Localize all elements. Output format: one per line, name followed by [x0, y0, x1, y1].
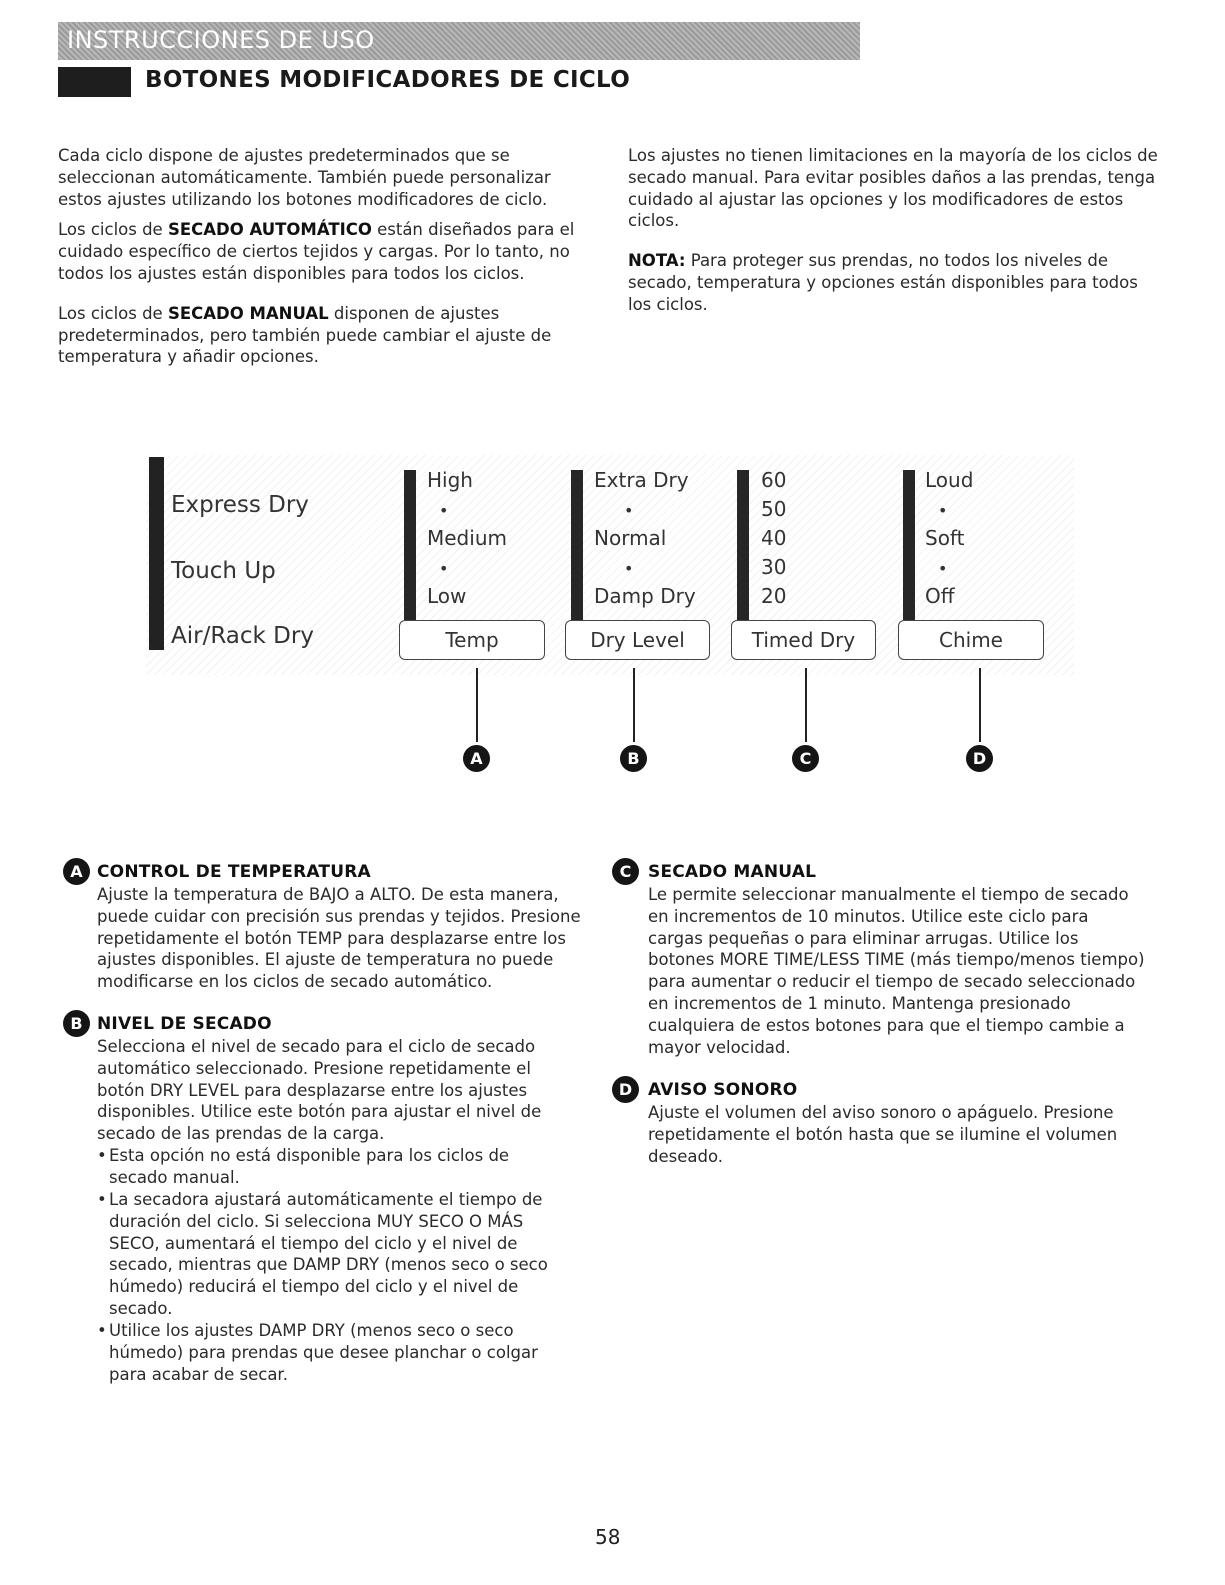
temp-indicator-bar — [404, 470, 416, 620]
section-b-title: NIVEL DE SECADO — [97, 1014, 272, 1034]
dry-level-option-normal: Normal — [594, 526, 667, 550]
section-a-text: Ajuste la temperatura de BAJO a ALTO. De esta manera, puede cuidar con precisión sus prendas y tejidos. Presione repetidamente el botón TEMP para desplazarse entre los ajustes disponibles. El ajuste de temperatura no puede modificarse en los ciclos de secado automático. — [97, 885, 581, 992]
timed-dry-option-40: 40 — [761, 526, 787, 550]
callout-marker-d: D — [966, 745, 993, 772]
chime-option-off: Off — [925, 584, 955, 608]
section-b-text: Selecciona el nivel de secado para el ciclo de secado automático seleccionado. Presione repetidamente el botón DRY LEVEL para desplazarse entre los ajustes disponibles. Utilice este botón para ajustar el nivel de secado de las prendas de la carga. — [97, 1037, 542, 1144]
chime-option-soft: Soft — [925, 526, 965, 550]
temp-option-low: Low — [427, 584, 467, 608]
callout-line-b — [633, 668, 635, 742]
temp-option-high: High — [427, 468, 473, 492]
intro-paragraph-2: Los ciclos de SECADO AUTOMÁTICO están diseñados para el cuidado específico de ciertos tejidos y cargas. Por lo tanto, no todos los ajustes están disponibles para todos los ciclos. — [58, 220, 575, 283]
callout-line-c — [805, 668, 807, 742]
timed-dry-option-50: 50 — [761, 497, 787, 521]
timed-dry-button[interactable]: Timed Dry — [731, 620, 876, 660]
banner-title: INSTRUCCIONES DE USO — [67, 26, 375, 54]
chime-option-dot: • — [938, 559, 948, 578]
temp-option-medium: Medium — [427, 526, 507, 550]
section-b-bullet-3: • Utilice los ajustes DAMP DRY (menos seco o seco húmedo) para prendas que desee planchar o colgar para acabar de secar. — [97, 1321, 538, 1384]
section-c-text: Le permite seleccionar manualmente el tiempo de secado en incrementos de 10 minutos. Utilice este ciclo para cargas pequeñas o para eliminar arrugas. Utilice los botones MORE TIME/LESS TIME (más tiempo/menos tiempo) para aumentar o reducir el tiempo de secado seleccionado en incrementos de 1 minuto. Mantenga presionado cualquiera de estos botones para que el tiempo cambie a mayor velocidad. — [648, 885, 1145, 1057]
temp-option-dot: • — [439, 559, 449, 578]
cycle-touch-up: Touch Up — [171, 558, 276, 584]
callout-line-d — [979, 668, 981, 742]
timed-dry-option-20: 20 — [761, 584, 787, 608]
callout-marker-c: C — [792, 745, 819, 772]
section-banner — [58, 22, 860, 60]
chime-option-loud: Loud — [925, 468, 974, 492]
section-b-bullet-1: • Esta opción no está disponible para los ciclos de secado manual. — [97, 1146, 510, 1187]
section-marker-d: D — [612, 1076, 639, 1103]
cycle-air-rack-dry: Air/Rack Dry — [171, 623, 314, 649]
timed-dry-indicator-bar — [737, 470, 749, 620]
dry-level-option-extra-dry: Extra Dry — [594, 468, 689, 492]
intro-right-column — [628, 145, 1158, 325]
dry-level-option-dot: • — [624, 501, 634, 520]
chime-option-dot: • — [938, 501, 948, 520]
intro-paragraph-4: Los ajustes no tienen limitaciones en la mayoría de los ciclos de secado manual. Para evitar posibles daños a las prendas, tenga cuidado al ajustar las opciones y los modificadores de estos ciclos. — [628, 146, 1158, 231]
section-marker-c: C — [612, 858, 639, 885]
timed-dry-option-30: 30 — [761, 555, 787, 579]
callout-marker-a: A — [463, 745, 490, 772]
section-a-title: CONTROL DE TEMPERATURA — [97, 862, 371, 882]
temp-button[interactable]: Temp — [399, 620, 545, 660]
dry-level-indicator-bar — [571, 470, 583, 620]
cycle-indicator-bar — [149, 457, 164, 650]
chime-button[interactable]: Chime — [898, 620, 1044, 660]
intro-paragraph-3: Los ciclos de SECADO MANUAL disponen de ajustes predeterminados, pero también puede cambiar el ajuste de temperatura y añadir opciones. — [58, 303, 552, 367]
callout-line-a — [476, 668, 478, 742]
page-number: 58 — [595, 1525, 621, 1549]
intro-paragraph-1: Cada ciclo dispone de ajustes predeterminados que se seleccionan automáticamente. También puede personalizar estos ajustes utilizando los botones modificadores de ciclo. — [58, 146, 551, 209]
temp-option-dot: • — [439, 501, 449, 520]
section-marker-a: A — [63, 858, 90, 885]
dry-level-button[interactable]: Dry Level — [565, 620, 710, 660]
note-paragraph: NOTA: Para proteger sus prendas, no todos los niveles de secado, temperatura y opciones están disponibles para todos los ciclos. — [628, 251, 1138, 314]
intro-left-column — [58, 145, 578, 377]
section-marker-b: B — [63, 1010, 90, 1037]
timed-dry-option-60: 60 — [761, 468, 787, 492]
section-d-text: Ajuste el volumen del aviso sonoro o apáguelo. Presione repetidamente el botón hasta que se ilumine el volumen deseado. — [648, 1103, 1118, 1166]
section-title: BOTONES MODIFICADORES DE CICLO — [145, 67, 631, 93]
cycle-express-dry: Express Dry — [171, 492, 309, 518]
chime-indicator-bar — [903, 470, 915, 620]
section-d-title: AVISO SONORO — [648, 1080, 798, 1100]
callout-marker-b: B — [620, 745, 647, 772]
dry-level-option-dot: • — [624, 559, 634, 578]
dry-level-option-damp-dry: Damp Dry — [594, 584, 696, 608]
section-b-bullet-2: • La secadora ajustará automáticamente el tiempo de duración del ciclo. Si selecciona MUY SECO O MÁS SECO, aumentará el tiempo del ciclo y el nivel de secado, mientras que DAMP DRY (menos seco o seco húmedo) reducirá el tiempo del ciclo y el nivel de secado. — [97, 1190, 548, 1318]
section-c-title: SECADO MANUAL — [648, 862, 817, 882]
section-title-block — [58, 67, 131, 97]
